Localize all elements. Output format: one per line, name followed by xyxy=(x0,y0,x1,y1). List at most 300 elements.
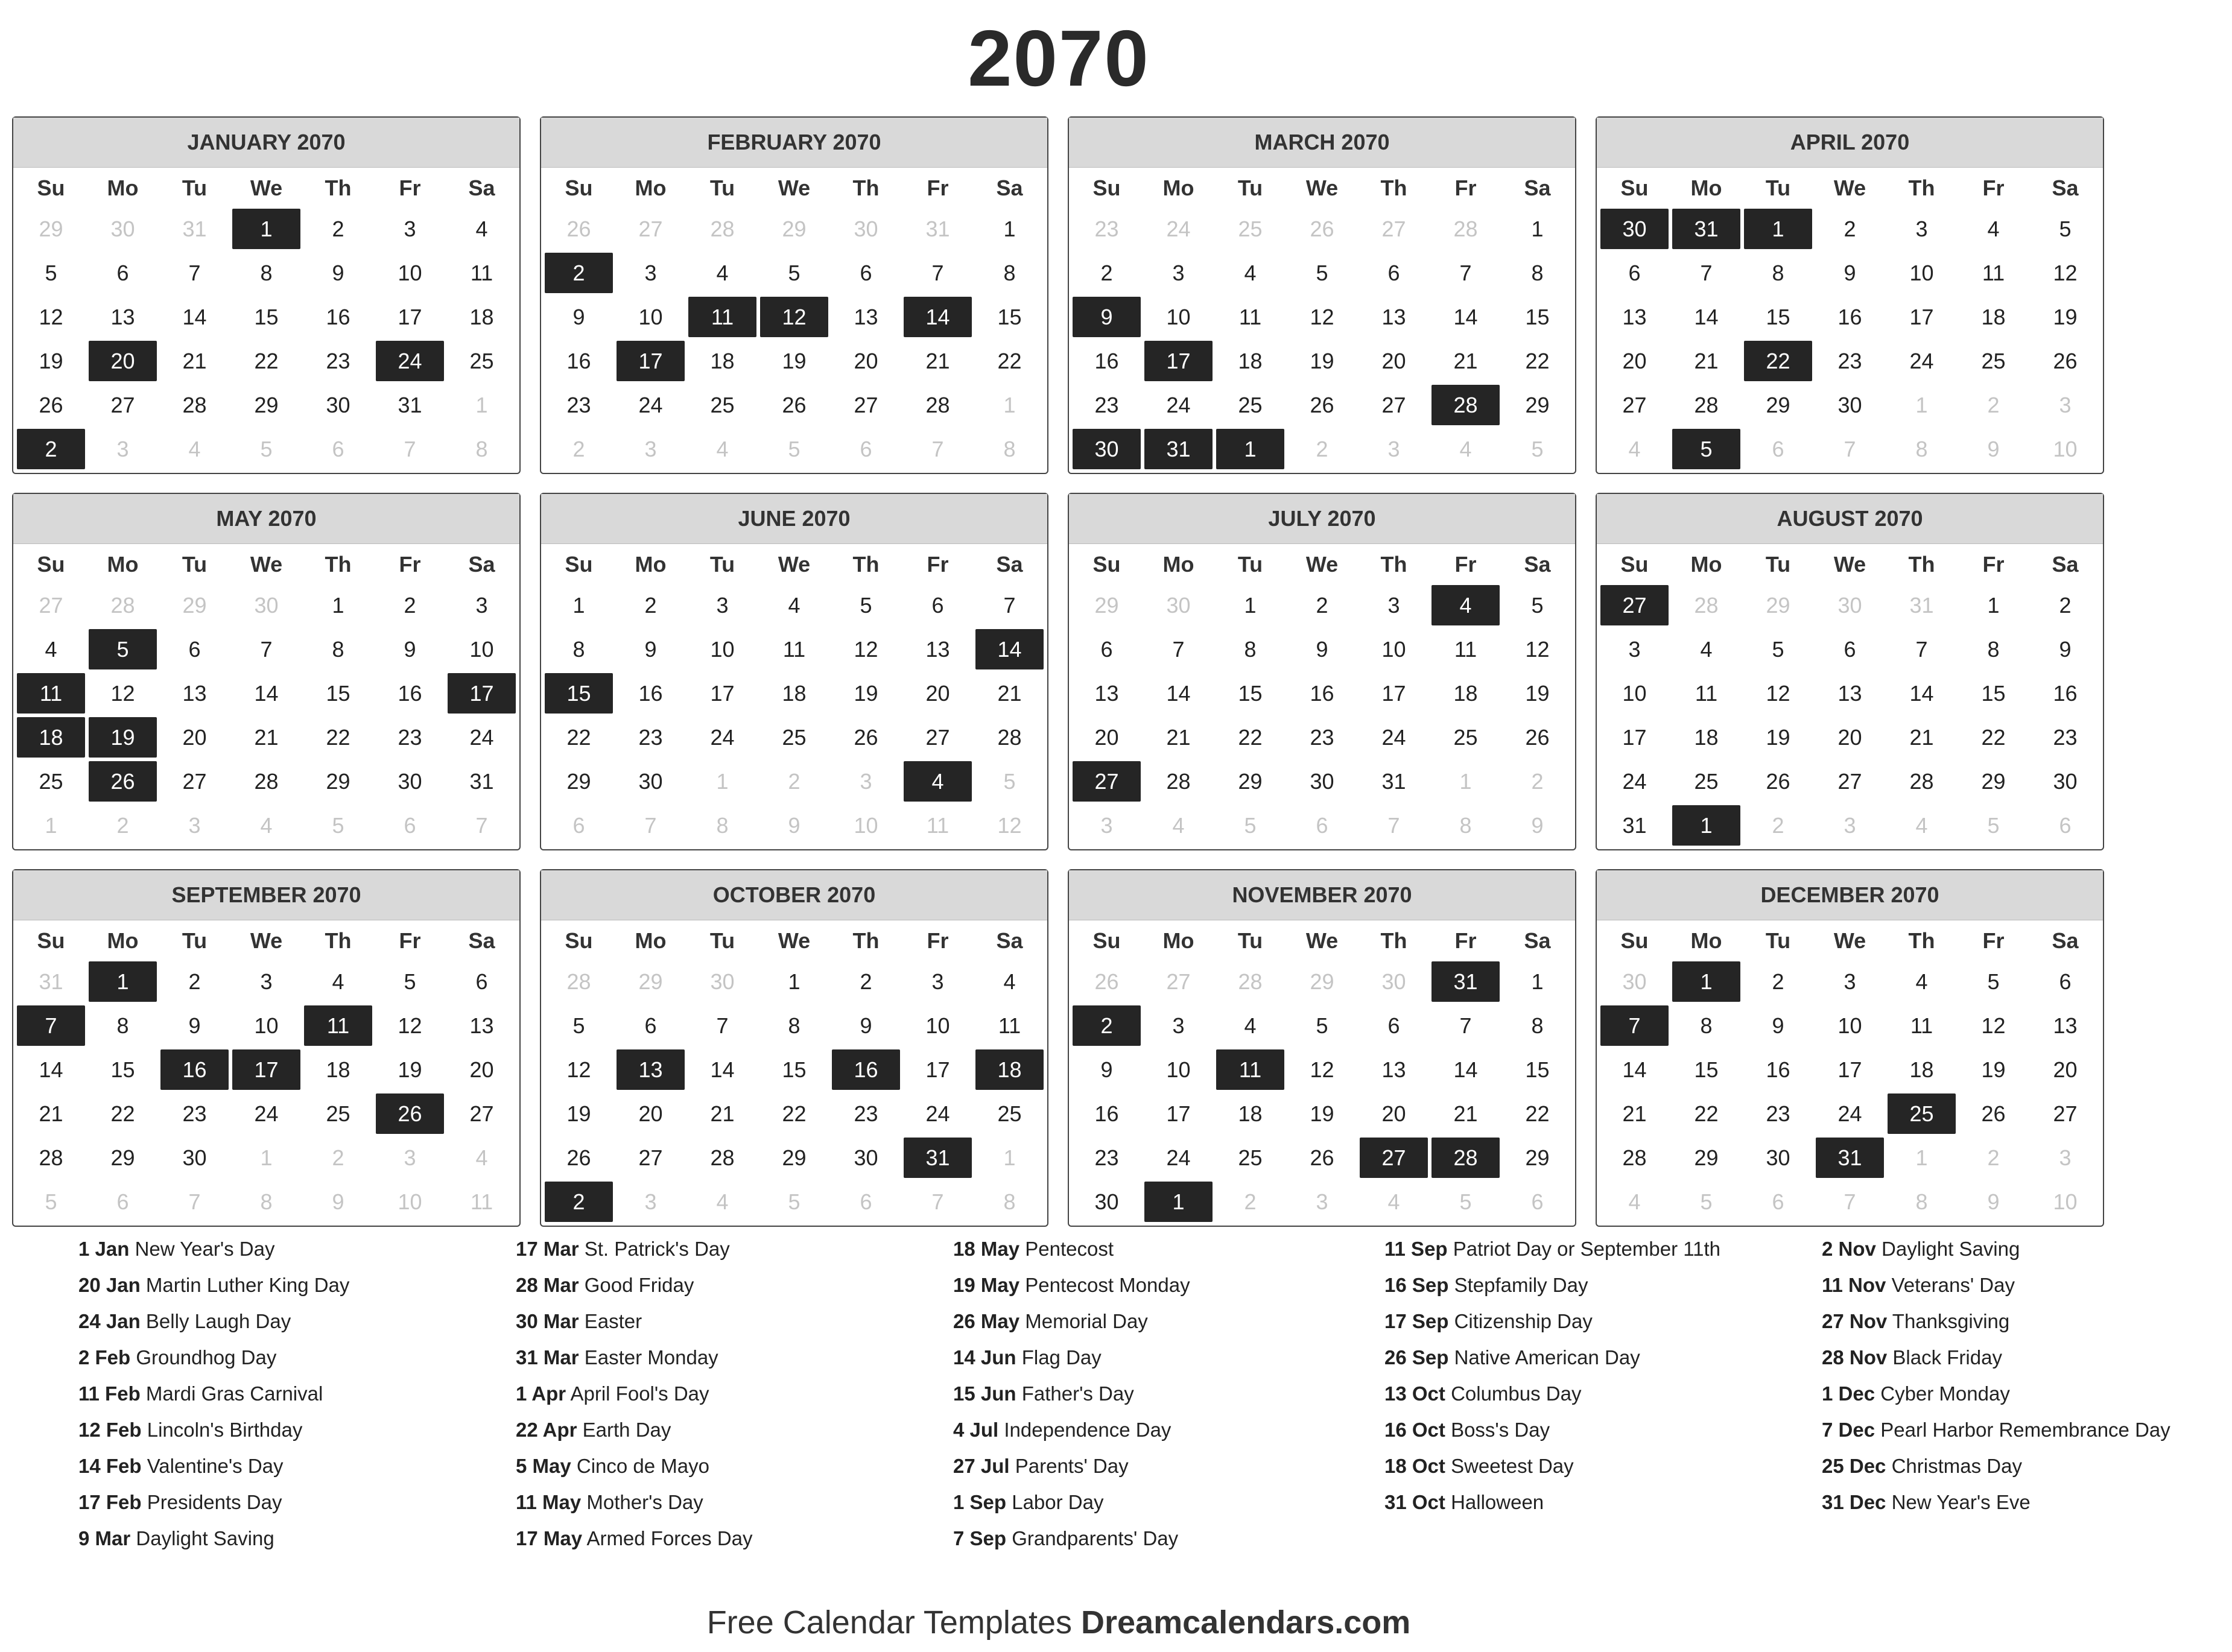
day-cell[interactable]: 1 xyxy=(1244,592,1257,618)
day-cell-holiday[interactable]: 20 xyxy=(89,341,157,381)
day-cell[interactable]: 28 xyxy=(1694,592,1719,618)
day-cell[interactable]: 6 xyxy=(860,1189,872,1214)
day-cell[interactable]: 2 xyxy=(860,969,872,994)
day-cell[interactable]: 15 xyxy=(782,1057,807,1082)
day-cell[interactable]: 6 xyxy=(1531,1189,1544,1214)
day-cell[interactable]: 18 xyxy=(326,1057,350,1082)
day-cell[interactable]: 3 xyxy=(475,592,488,618)
day-cell[interactable]: 15 xyxy=(254,304,279,329)
day-cell[interactable]: 15 xyxy=(1694,1057,1719,1082)
day-cell[interactable]: 17 xyxy=(1622,724,1647,750)
day-cell[interactable]: 13 xyxy=(1837,680,1862,706)
day-cell[interactable]: 26 xyxy=(1310,216,1334,241)
day-cell[interactable]: 28 xyxy=(110,592,135,618)
day-cell[interactable]: 16 xyxy=(1094,348,1119,373)
day-cell[interactable]: 3 xyxy=(644,436,657,461)
day-cell[interactable]: 19 xyxy=(566,1101,591,1126)
day-cell[interactable]: 28 xyxy=(710,1145,735,1170)
day-cell[interactable]: 5 xyxy=(404,969,416,994)
day-cell[interactable]: 23 xyxy=(638,724,663,750)
day-cell[interactable]: 16 xyxy=(566,348,591,373)
day-cell[interactable]: 12 xyxy=(566,1057,591,1082)
day-cell[interactable]: 6 xyxy=(860,260,872,285)
day-cell[interactable]: 27 xyxy=(854,392,878,417)
day-cell[interactable]: 21 xyxy=(1694,348,1719,373)
day-cell[interactable]: 8 xyxy=(260,1189,273,1214)
day-cell[interactable]: 31 xyxy=(182,216,207,241)
day-cell[interactable]: 3 xyxy=(644,1189,657,1214)
day-cell[interactable]: 13 xyxy=(110,304,135,329)
day-cell[interactable]: 12 xyxy=(398,1013,422,1038)
day-cell[interactable]: 4 xyxy=(45,636,57,662)
day-cell[interactable]: 7 xyxy=(260,636,273,662)
day-cell-holiday[interactable]: 4 xyxy=(1431,585,1500,625)
day-cell[interactable]: 30 xyxy=(854,216,878,241)
day-cell[interactable]: 7 xyxy=(1387,812,1400,838)
day-cell[interactable]: 7 xyxy=(931,260,944,285)
day-cell[interactable]: 6 xyxy=(1100,636,1113,662)
day-cell[interactable]: 29 xyxy=(566,768,591,794)
day-cell[interactable]: 27 xyxy=(638,1145,663,1170)
day-cell[interactable]: 7 xyxy=(1003,592,1016,618)
day-cell[interactable]: 6 xyxy=(188,636,201,662)
day-cell[interactable]: 19 xyxy=(1766,724,1790,750)
day-cell[interactable]: 6 xyxy=(1772,1189,1784,1214)
day-cell[interactable]: 24 xyxy=(1166,392,1191,417)
day-cell[interactable]: 3 xyxy=(1387,436,1400,461)
day-cell[interactable]: 17 xyxy=(1166,1101,1191,1126)
day-cell[interactable]: 5 xyxy=(1316,1013,1328,1038)
day-cell[interactable]: 20 xyxy=(1381,348,1406,373)
day-cell[interactable]: 22 xyxy=(782,1101,807,1126)
day-cell[interactable]: 18 xyxy=(1453,680,1478,706)
day-cell[interactable]: 31 xyxy=(925,216,950,241)
day-cell[interactable]: 8 xyxy=(1915,436,1928,461)
day-cell[interactable]: 3 xyxy=(404,1145,416,1170)
day-cell[interactable]: 25 xyxy=(997,1101,1022,1126)
day-cell[interactable]: 27 xyxy=(182,768,207,794)
day-cell[interactable]: 23 xyxy=(182,1101,207,1126)
day-cell[interactable]: 1 xyxy=(332,592,344,618)
day-cell[interactable]: 6 xyxy=(1628,260,1641,285)
day-cell[interactable]: 9 xyxy=(860,1013,872,1038)
day-cell-holiday[interactable]: 17 xyxy=(617,341,685,381)
day-cell[interactable]: 17 xyxy=(925,1057,950,1082)
day-cell[interactable]: 29 xyxy=(1766,392,1790,417)
day-cell-holiday[interactable]: 14 xyxy=(904,297,972,337)
day-cell[interactable]: 12 xyxy=(1981,1013,2006,1038)
day-cell[interactable]: 2 xyxy=(332,216,344,241)
day-cell[interactable]: 5 xyxy=(1531,436,1544,461)
day-cell[interactable]: 14 xyxy=(254,680,279,706)
day-cell[interactable]: 1 xyxy=(1915,1145,1928,1170)
day-cell[interactable]: 9 xyxy=(1772,1013,1784,1038)
day-cell[interactable]: 11 xyxy=(470,1189,493,1214)
day-cell-holiday[interactable]: 5 xyxy=(89,629,157,669)
day-cell-holiday[interactable]: 11 xyxy=(17,673,85,714)
day-cell[interactable]: 6 xyxy=(2059,969,2072,994)
day-cell[interactable]: 22 xyxy=(254,348,279,373)
day-cell[interactable]: 3 xyxy=(1387,592,1400,618)
day-cell[interactable]: 30 xyxy=(1310,768,1334,794)
day-cell[interactable]: 3 xyxy=(716,592,729,618)
day-cell[interactable]: 27 xyxy=(925,724,950,750)
footer-brand[interactable]: Dreamcalendars.com xyxy=(1081,1604,1411,1641)
day-cell[interactable]: 24 xyxy=(1622,768,1647,794)
day-cell[interactable]: 18 xyxy=(782,680,807,706)
day-cell[interactable]: 29 xyxy=(782,216,807,241)
day-cell[interactable]: 30 xyxy=(1094,1189,1119,1214)
day-cell[interactable]: 8 xyxy=(788,1013,801,1038)
day-cell[interactable]: 28 xyxy=(1909,768,1934,794)
day-cell[interactable]: 24 xyxy=(710,724,735,750)
day-cell[interactable]: 26 xyxy=(1766,768,1790,794)
day-cell-holiday[interactable]: 13 xyxy=(617,1049,685,1090)
day-cell[interactable]: 4 xyxy=(475,216,488,241)
day-cell[interactable]: 7 xyxy=(475,812,488,838)
day-cell[interactable]: 28 xyxy=(39,1145,63,1170)
day-cell[interactable]: 4 xyxy=(1628,436,1641,461)
day-cell-holiday[interactable]: 11 xyxy=(304,1005,372,1046)
day-cell[interactable]: 22 xyxy=(1238,724,1263,750)
day-cell[interactable]: 2 xyxy=(1987,392,2000,417)
day-cell[interactable]: 2 xyxy=(116,812,129,838)
day-cell[interactable]: 10 xyxy=(638,304,663,329)
day-cell[interactable]: 29 xyxy=(1694,1145,1719,1170)
day-cell-holiday[interactable]: 28 xyxy=(1431,1138,1500,1178)
day-cell[interactable]: 26 xyxy=(1310,392,1334,417)
day-cell[interactable]: 2 xyxy=(788,768,801,794)
day-cell[interactable]: 12 xyxy=(854,636,878,662)
day-cell[interactable]: 14 xyxy=(1453,1057,1478,1082)
day-cell[interactable]: 25 xyxy=(1238,392,1263,417)
day-cell[interactable]: 2 xyxy=(2059,592,2072,618)
day-cell[interactable]: 10 xyxy=(254,1013,279,1038)
day-cell[interactable]: 7 xyxy=(1844,436,1856,461)
day-cell[interactable]: 16 xyxy=(2053,680,2078,706)
day-cell[interactable]: 3 xyxy=(644,260,657,285)
day-cell-holiday[interactable]: 7 xyxy=(17,1005,85,1046)
day-cell[interactable]: 8 xyxy=(475,436,488,461)
day-cell[interactable]: 31 xyxy=(1909,592,1934,618)
day-cell[interactable]: 1 xyxy=(1003,392,1016,417)
day-cell[interactable]: 21 xyxy=(710,1101,735,1126)
day-cell-holiday[interactable]: 1 xyxy=(1672,961,1740,1002)
day-cell[interactable]: 15 xyxy=(1525,1057,1550,1082)
day-cell[interactable]: 2 xyxy=(1316,436,1328,461)
day-cell[interactable]: 20 xyxy=(1837,724,1862,750)
day-cell[interactable]: 8 xyxy=(1987,636,2000,662)
day-cell[interactable]: 5 xyxy=(1700,1189,1713,1214)
day-cell[interactable]: 19 xyxy=(1310,348,1334,373)
day-cell[interactable]: 27 xyxy=(39,592,63,618)
day-cell[interactable]: 29 xyxy=(1310,969,1334,994)
day-cell-holiday[interactable]: 1 xyxy=(1144,1182,1213,1222)
day-cell-holiday[interactable]: 30 xyxy=(1600,209,1669,249)
day-cell[interactable]: 10 xyxy=(1622,680,1647,706)
day-cell[interactable]: 21 xyxy=(1909,724,1934,750)
day-cell[interactable]: 28 xyxy=(710,216,735,241)
day-cell[interactable]: 2 xyxy=(1987,1145,2000,1170)
day-cell[interactable]: 16 xyxy=(1766,1057,1790,1082)
day-cell[interactable]: 22 xyxy=(1981,724,2006,750)
day-cell[interactable]: 26 xyxy=(2053,348,2078,373)
day-cell[interactable]: 30 xyxy=(110,216,135,241)
day-cell[interactable]: 21 xyxy=(182,348,207,373)
day-cell[interactable]: 13 xyxy=(1094,680,1119,706)
day-cell[interactable]: 19 xyxy=(2053,304,2078,329)
day-cell[interactable]: 15 xyxy=(1766,304,1790,329)
day-cell[interactable]: 9 xyxy=(1987,436,2000,461)
day-cell-holiday[interactable]: 22 xyxy=(1744,341,1812,381)
day-cell[interactable]: 11 xyxy=(998,1013,1021,1038)
day-cell-holiday[interactable]: 7 xyxy=(1600,1005,1669,1046)
day-cell[interactable]: 5 xyxy=(45,260,57,285)
day-cell-holiday[interactable]: 2 xyxy=(17,429,85,469)
day-cell[interactable]: 30 xyxy=(2053,768,2078,794)
day-cell[interactable]: 8 xyxy=(1003,1189,1016,1214)
day-cell[interactable]: 28 xyxy=(254,768,279,794)
day-cell[interactable]: 6 xyxy=(1772,436,1784,461)
day-cell-holiday[interactable]: 1 xyxy=(89,961,157,1002)
day-cell[interactable]: 1 xyxy=(475,392,488,417)
day-cell[interactable]: 9 xyxy=(1987,1189,2000,1214)
day-cell[interactable]: 7 xyxy=(1172,636,1185,662)
day-cell[interactable]: 6 xyxy=(332,436,344,461)
day-cell[interactable]: 6 xyxy=(644,1013,657,1038)
day-cell[interactable]: 12 xyxy=(1766,680,1790,706)
day-cell[interactable]: 2 xyxy=(404,592,416,618)
day-cell[interactable]: 30 xyxy=(854,1145,878,1170)
day-cell[interactable]: 6 xyxy=(475,969,488,994)
day-cell[interactable]: 29 xyxy=(326,768,350,794)
day-cell[interactable]: 13 xyxy=(182,680,207,706)
day-cell[interactable]: 1 xyxy=(716,768,729,794)
day-cell[interactable]: 6 xyxy=(931,592,944,618)
day-cell[interactable]: 23 xyxy=(398,724,422,750)
day-cell[interactable]: 8 xyxy=(1772,260,1784,285)
day-cell[interactable]: 29 xyxy=(1094,592,1119,618)
day-cell[interactable]: 16 xyxy=(326,304,350,329)
day-cell[interactable]: 15 xyxy=(1238,680,1263,706)
day-cell[interactable]: 18 xyxy=(1909,1057,1934,1082)
day-cell[interactable]: 6 xyxy=(1844,636,1856,662)
day-cell-holiday[interactable]: 16 xyxy=(832,1049,900,1090)
day-cell[interactable]: 7 xyxy=(1915,636,1928,662)
day-cell[interactable]: 2 xyxy=(1316,592,1328,618)
day-cell[interactable]: 3 xyxy=(1915,216,1928,241)
day-cell[interactable]: 27 xyxy=(469,1101,494,1126)
day-cell[interactable]: 26 xyxy=(1981,1101,2006,1126)
day-cell[interactable]: 26 xyxy=(566,216,591,241)
day-cell[interactable]: 28 xyxy=(1622,1145,1647,1170)
day-cell[interactable]: 10 xyxy=(854,812,878,838)
day-cell[interactable]: 6 xyxy=(116,260,129,285)
day-cell[interactable]: 29 xyxy=(1981,768,2006,794)
day-cell-holiday[interactable]: 11 xyxy=(688,297,756,337)
day-cell[interactable]: 4 xyxy=(260,812,273,838)
day-cell[interactable]: 24 xyxy=(469,724,494,750)
day-cell[interactable]: 3 xyxy=(260,969,273,994)
day-cell[interactable]: 14 xyxy=(1166,680,1191,706)
day-cell-holiday[interactable]: 16 xyxy=(160,1049,229,1090)
day-cell[interactable]: 31 xyxy=(398,392,422,417)
day-cell[interactable]: 23 xyxy=(326,348,350,373)
day-cell[interactable]: 29 xyxy=(182,592,207,618)
day-cell[interactable]: 30 xyxy=(1381,969,1406,994)
day-cell[interactable]: 10 xyxy=(1909,260,1934,285)
day-cell[interactable]: 5 xyxy=(572,1013,585,1038)
day-cell-holiday[interactable]: 2 xyxy=(545,253,613,293)
day-cell[interactable]: 3 xyxy=(1628,636,1641,662)
day-cell[interactable]: 13 xyxy=(854,304,878,329)
day-cell[interactable]: 26 xyxy=(1094,969,1119,994)
day-cell[interactable]: 9 xyxy=(404,636,416,662)
day-cell[interactable]: 30 xyxy=(1622,969,1647,994)
day-cell[interactable]: 11 xyxy=(470,260,493,285)
day-cell[interactable]: 9 xyxy=(572,304,585,329)
day-cell[interactable]: 5 xyxy=(788,1189,801,1214)
day-cell[interactable]: 7 xyxy=(188,1189,201,1214)
day-cell[interactable]: 3 xyxy=(1172,260,1185,285)
day-cell-holiday[interactable]: 14 xyxy=(975,629,1044,669)
day-cell[interactable]: 23 xyxy=(1837,348,1862,373)
day-cell[interactable]: 29 xyxy=(1525,1145,1550,1170)
day-cell-holiday[interactable]: 31 xyxy=(1431,961,1500,1002)
day-cell[interactable]: 4 xyxy=(188,436,201,461)
day-cell[interactable]: 20 xyxy=(1381,1101,1406,1126)
day-cell-holiday[interactable]: 18 xyxy=(17,717,85,758)
day-cell[interactable]: 22 xyxy=(110,1101,135,1126)
day-cell[interactable]: 10 xyxy=(398,1189,422,1214)
day-cell[interactable]: 7 xyxy=(1459,1013,1472,1038)
day-cell[interactable]: 12 xyxy=(1525,636,1550,662)
day-cell[interactable]: 27 xyxy=(1381,392,1406,417)
day-cell-holiday[interactable]: 27 xyxy=(1360,1138,1428,1178)
day-cell[interactable]: 16 xyxy=(1837,304,1862,329)
day-cell[interactable]: 4 xyxy=(716,260,729,285)
day-cell[interactable]: 4 xyxy=(1915,812,1928,838)
day-cell[interactable]: 13 xyxy=(1622,304,1647,329)
day-cell-holiday[interactable]: 1 xyxy=(1744,209,1812,249)
day-cell[interactable]: 2 xyxy=(1772,969,1784,994)
day-cell[interactable]: 5 xyxy=(1244,812,1257,838)
day-cell-holiday[interactable]: 31 xyxy=(1816,1138,1884,1178)
day-cell[interactable]: 16 xyxy=(1094,1101,1119,1126)
day-cell[interactable]: 25 xyxy=(326,1101,350,1126)
day-cell[interactable]: 5 xyxy=(1987,812,2000,838)
day-cell[interactable]: 15 xyxy=(1981,680,2006,706)
day-cell[interactable]: 25 xyxy=(1453,724,1478,750)
day-cell[interactable]: 27 xyxy=(1166,969,1191,994)
day-cell[interactable]: 8 xyxy=(1003,436,1016,461)
day-cell[interactable]: 13 xyxy=(925,636,950,662)
day-cell[interactable]: 9 xyxy=(1100,1057,1113,1082)
day-cell[interactable]: 3 xyxy=(1172,1013,1185,1038)
day-cell[interactable]: 7 xyxy=(931,436,944,461)
day-cell[interactable]: 24 xyxy=(1381,724,1406,750)
day-cell[interactable]: 1 xyxy=(1003,1145,1016,1170)
day-cell-holiday[interactable]: 9 xyxy=(1073,297,1141,337)
day-cell[interactable]: 27 xyxy=(110,392,135,417)
day-cell-holiday[interactable]: 4 xyxy=(904,761,972,802)
day-cell[interactable]: 6 xyxy=(404,812,416,838)
day-cell[interactable]: 17 xyxy=(1909,304,1934,329)
day-cell[interactable]: 7 xyxy=(1700,260,1713,285)
day-cell[interactable]: 26 xyxy=(854,724,878,750)
day-cell[interactable]: 7 xyxy=(716,1013,729,1038)
day-cell[interactable]: 17 xyxy=(710,680,735,706)
day-cell[interactable]: 5 xyxy=(1003,768,1016,794)
day-cell[interactable]: 21 xyxy=(1453,1101,1478,1126)
day-cell[interactable]: 8 xyxy=(572,636,585,662)
day-cell[interactable]: 22 xyxy=(997,348,1022,373)
day-cell[interactable]: 10 xyxy=(710,636,735,662)
day-cell[interactable]: 17 xyxy=(1381,680,1406,706)
day-cell[interactable]: 26 xyxy=(566,1145,591,1170)
day-cell[interactable]: 26 xyxy=(782,392,807,417)
day-cell[interactable]: 4 xyxy=(1915,969,1928,994)
day-cell[interactable]: 23 xyxy=(566,392,591,417)
day-cell[interactable]: 12 xyxy=(997,812,1022,838)
day-cell-holiday[interactable]: 17 xyxy=(448,673,516,714)
day-cell[interactable]: 4 xyxy=(1387,1189,1400,1214)
day-cell[interactable]: 3 xyxy=(2059,1145,2072,1170)
day-cell[interactable]: 31 xyxy=(1381,768,1406,794)
day-cell-holiday[interactable]: 30 xyxy=(1073,429,1141,469)
day-cell[interactable]: 1 xyxy=(1459,768,1472,794)
day-cell[interactable]: 8 xyxy=(1003,260,1016,285)
day-cell[interactable]: 19 xyxy=(1310,1101,1334,1126)
day-cell[interactable]: 2 xyxy=(1844,216,1856,241)
day-cell[interactable]: 14 xyxy=(1694,304,1719,329)
day-cell[interactable]: 9 xyxy=(1844,260,1856,285)
day-cell[interactable]: 20 xyxy=(638,1101,663,1126)
day-cell[interactable]: 6 xyxy=(1387,1013,1400,1038)
day-cell[interactable]: 26 xyxy=(1525,724,1550,750)
day-cell[interactable]: 3 xyxy=(931,969,944,994)
day-cell-holiday[interactable]: 17 xyxy=(232,1049,300,1090)
day-cell[interactable]: 10 xyxy=(2053,436,2078,461)
day-cell[interactable]: 23 xyxy=(1310,724,1334,750)
day-cell[interactable]: 19 xyxy=(782,348,807,373)
day-cell[interactable]: 2 xyxy=(1100,260,1113,285)
day-cell[interactable]: 29 xyxy=(254,392,279,417)
day-cell[interactable]: 29 xyxy=(1525,392,1550,417)
day-cell[interactable]: 9 xyxy=(1316,636,1328,662)
day-cell[interactable]: 5 xyxy=(1772,636,1784,662)
day-cell[interactable]: 24 xyxy=(638,392,663,417)
day-cell[interactable]: 9 xyxy=(2059,636,2072,662)
day-cell[interactable]: 25 xyxy=(39,768,63,794)
day-cell[interactable]: 16 xyxy=(398,680,422,706)
day-cell[interactable]: 19 xyxy=(854,680,878,706)
day-cell[interactable]: 15 xyxy=(997,304,1022,329)
day-cell[interactable]: 20 xyxy=(854,348,878,373)
day-cell[interactable]: 2 xyxy=(1772,812,1784,838)
day-cell[interactable]: 25 xyxy=(1238,1145,1263,1170)
day-cell[interactable]: 7 xyxy=(1844,1189,1856,1214)
day-cell[interactable]: 11 xyxy=(782,636,806,662)
day-cell[interactable]: 3 xyxy=(860,768,872,794)
day-cell[interactable]: 22 xyxy=(326,724,350,750)
day-cell-holiday[interactable]: 25 xyxy=(1888,1093,1956,1134)
day-cell[interactable]: 28 xyxy=(1694,392,1719,417)
day-cell[interactable]: 25 xyxy=(1981,348,2006,373)
day-cell[interactable]: 23 xyxy=(1094,1145,1119,1170)
day-cell[interactable]: 10 xyxy=(1381,636,1406,662)
day-cell[interactable]: 2 xyxy=(188,969,201,994)
